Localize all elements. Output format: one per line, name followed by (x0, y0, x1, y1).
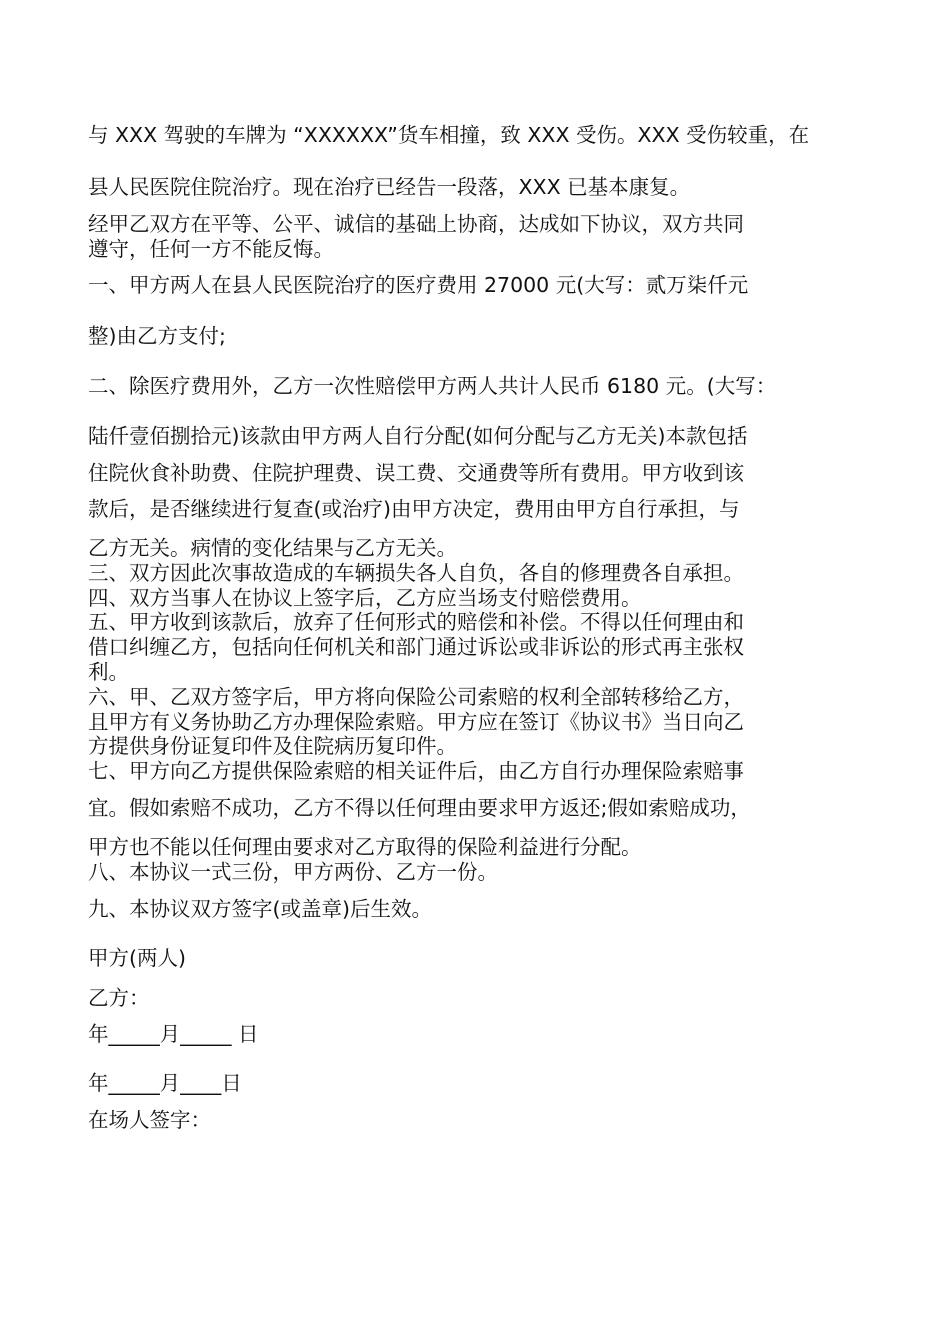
text-line: 七、甲方向乙方提供保险索赔的相关证件后，由乙方自行办理保险索赔事 (88, 759, 744, 783)
text-line: 四、双方当事人在协议上签字后，乙方应当场支付赔偿费用。 (88, 586, 642, 610)
text-line: 一、甲方两人在县人民医院治疗的医疗费用 27000 元(大写：贰万柒仟元 (88, 273, 749, 297)
text-line: 款后，是否继续进行复查(或治疗)由甲方决定，费用由甲方自行承担，与 (88, 497, 740, 521)
text-line: 利。 (88, 660, 129, 684)
text-line: 经甲乙双方在平等、公平、诚信的基础上协商，达成如下协议，双方共同 (88, 212, 744, 236)
text-line: 六、甲、乙双方签字后，甲方将向保险公司索赔的权利全部转移给乙方， (88, 685, 744, 709)
date-line: 年_____月_____ 日 (88, 1022, 259, 1046)
date-line: 年_____月____日 (88, 1071, 242, 1095)
text-line: 五、甲方收到该款后，放弃了任何形式的赔偿和补偿。不得以任何理由和 (88, 610, 744, 634)
text-line: 遵守，任何一方不能反悔。 (88, 237, 334, 261)
text-line: 借口纠缠乙方，包括向任何机关和部门通过诉讼或非诉讼的形式再主张权 (88, 635, 744, 659)
text-line: 陆仟壹佰捌拾元)该款由甲方两人自行分配(如何分配与乙方无关)本款包括 (88, 424, 748, 448)
party-b-signature-label: 乙方： (88, 986, 150, 1010)
text-line: 住院伙食补助费、住院护理费、误工费、交通费等所有费用。甲方收到该 (88, 461, 744, 485)
text-line: 三、双方因此次事故造成的车辆损失各人自负，各自的修理费各自承担。 (88, 561, 744, 585)
text-line: 且甲方有义务协助乙方办理保险索赔。甲方应在签订《协议书》当日向乙 (88, 710, 744, 734)
text-line: 宜。假如索赔不成功，乙方不得以任何理由要求甲方返还;假如索赔成功， (88, 796, 751, 820)
text-line: 方提供身份证复印件及住院病历复印件。 (88, 734, 457, 758)
text-line: 九、本协议双方签字(或盖章)后生效。 (88, 897, 432, 921)
text-line: 八、本协议一式三份，甲方两份、乙方一份。 (88, 860, 498, 884)
witness-signature-label: 在场人签字： (88, 1108, 211, 1132)
text-line: 与 XXX 驾驶的车牌为 “XXXXXX”货车相撞，致 XXX 受伤。XXX 受伤较重，在 (88, 123, 810, 147)
text-line: 二、除医疗费用外，乙方一次性赔偿甲方两人共计人民币 6180 元。(大写： (88, 374, 777, 398)
text-line: 乙方无关。病情的变化结果与乙方无关。 (88, 536, 457, 560)
text-line: 甲方也不能以任何理由要求对乙方取得的保险利益进行分配。 (88, 835, 642, 859)
party-a-signature-label: 甲方(两人) (88, 946, 186, 970)
text-line: 整)由乙方支付; (88, 324, 226, 348)
text-line: 县人民医院住院治疗。现在治疗已经告一段落，XXX 已基本康复。 (88, 175, 691, 199)
